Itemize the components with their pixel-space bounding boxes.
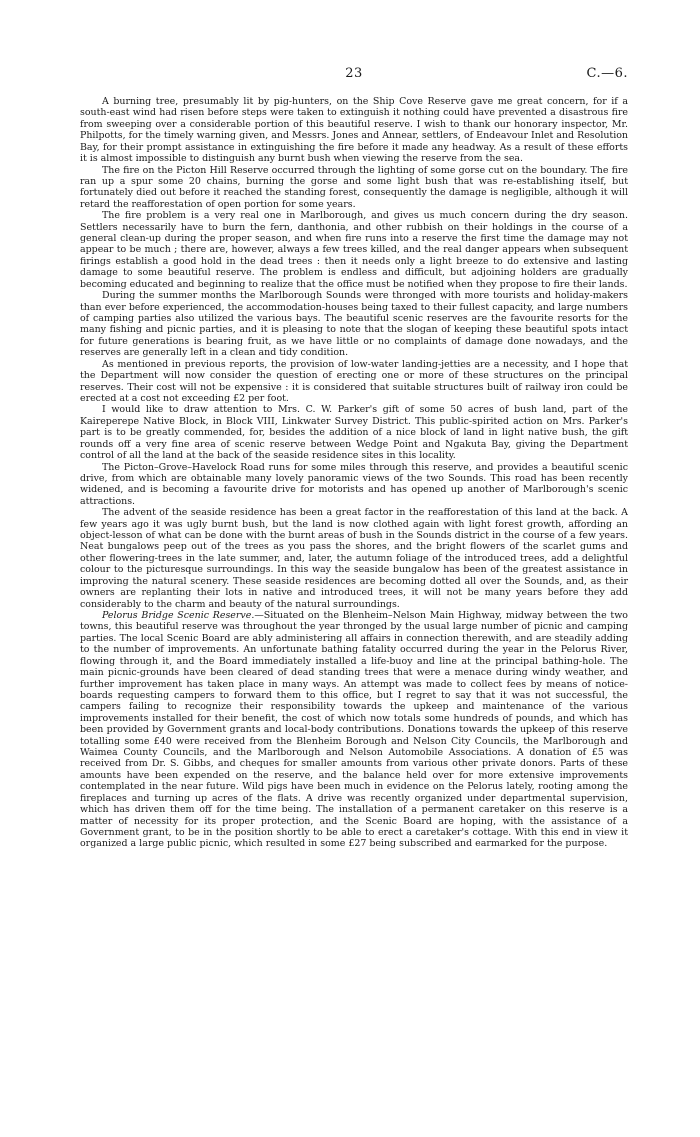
- paragraph-landing-jetties: As mentioned in previous reports, the provision of low-water landing-jetties are a necessity, and I hope that the Department will now consider the question of erecting one or more of these structures on the principal reserves. Their cost will not be expensive : it is considered that suitable structures built of railway iron could be erected at a cost not exceeding £2 per foot.: [80, 358, 628, 404]
- paragraph-picton-road: The Picton–Grove–Havelock Road runs for some miles through this reserve, and provides a beautiful scenic drive, from which are obtainable many lovely panoramic views of the two Sounds. This road has been recently widened, and is becoming a favourite drive for motorists and has opened up another of Marlborough's scenic attractions.: [80, 461, 628, 507]
- document-reference: C.—6.: [586, 66, 628, 81]
- page-header: [80, 66, 628, 84]
- paragraph-picton-hill-fire: The fire on the Picton Hill Reserve occurred through the lighting of some gorse cut on the boundary. The fire ran up a spur some 20 chains, burning the gorse and some light bush that was re-establishing itself, but fortunately died out before it reached the standing forest, consequently the damage is negligible, although it will retard the reafforestation of open portion for some years.: [80, 164, 628, 210]
- page-number: 23: [345, 66, 363, 81]
- paragraph-seaside-residence: The advent of the seaside residence has been a great factor in the reafforestation of this land at the back. A few years ago it was ugly burnt bush, but the land is now clothed again with light forest growth, affording an object-lesson of what can be done with the burnt areas of bush in the Sounds district in the course of a few years. Neat bungalows peep out of the trees as you pass the shores, and the bright flowers of the scarlet gums and other flowering-trees in the late summer, and, later, the autumn foliage of the introduced trees, add a delightful colour to the picturesque surroundings. In this way the seaside bungalow has been of the greatest assistance in improving the natural scenery. These seaside residences are becoming dotted all over the Sounds, and, as their owners are replanting their lots in native and introduced trees, it will not be many years before they add considerably to the charm and beauty of the natural surroundings.: [80, 507, 628, 610]
- paragraph-fire-problem: The fire problem is a very real one in Marlborough, and gives us much concern during the dry season. Settlers necessarily have to burn the fern, danthonia, and other rubbish on their holdings in the course of a general clean-up during the proper season, and when fire runs into a reserve the first time the damage may not appear to be much ; there are, however, always a few trees killed, and the real danger appears when subsequent firings establish a good hold in the dead trees : then it needs only a light breeze to do extensive and lasting damage to some beautiful reserve. The problem is endless and difficult, but adjoining holders are gradually becoming educated and beginning to realize that the office must be notified when they propose to fire their lands.: [80, 210, 628, 290]
- paragraph-pelorus-text: —Situated on the Blenheim–Nelson Main Highway, midway between the two towns, this beautiful reserve was throughout the year thronged by the usual large number of picnic and camping parties. The local Scenic Board are ably administering all affairs in connection therewith, and are steadily adding to the number of improvements. An unfortunate bathing fatality occurred during the year in the Pelorus River, flowing through it, and the Board immediately installed a life-buoy and line at the principal bathing-hole. The main picnic-grounds have been cleared of dead standing trees that were a menace during windy weather, and further improvement has taken place in many ways. An attempt was made to collect fees by means of notice-boards requesting campers to forward them to this office, but I regret to say that it was not successful, the campers failing to recognize their responsibility towards the upkeep and maintenance of the various improvements installed for their benefit, the cost of which now totals some hundreds of pounds, and which has been provided by Government grants and local-body contributions. Donations towards the upkeep of this reserve totalling some £40 were received from the Blenheim Borough and Nelson City Councils, the Marlborough and Waimea County Councils, and the Marlborough and Nelson Automobile Associations. A donation of £5 was received from Dr. S. Gibbs, and cheques for smaller amounts from various other private donors. Parts of these amounts have been expended on the reserve, and the balance held over for more extensive improvements contemplated in the near future. Wild pigs have been much in evidence on the Pelorus lately, rooting among the fireplaces and turning up acres of the flats. A drive was recently organized under departmental supervision, which has driven them off for the time being. The installation of a permanent caretaker on this reserve is a matter of necessity for its proper protection, and the Scenic Board are hoping, with the assistance of a Government grant, to be in the position shortly to be able to erect a caretaker's cottage. With this end in view it organized a large public picnic, which resulted in some £27 being subscribed and earmarked for the purpose.: [80, 609, 628, 850]
- paragraph-parker-gift: I would like to draw attention to Mrs. C. W. Parker's gift of some 50 acres of bush land, part of the Kaireperepe Native Block, in Block VIII, Linkwater Survey District. This public-spirited action on Mrs. Parker's part is to be greatly commended, for, besides the addition of a nice block of land in light native bush, the gift rounds off a very fine area of scenic reserve between Wedge Point and Ngakuta Bay, giving the Department control of all the land at the back of the seaside residence sites in this locality.: [80, 404, 628, 462]
- section-subheading: Pelorus Bridge Scenic Reserve.: [102, 609, 255, 621]
- paragraph-pelorus-bridge: [80, 610, 628, 850]
- paragraph-summer-visitors: During the summer months the Marlborough Sounds were thronged with more tourists and holiday-makers than ever before experienced, the accommodation-houses being taxed to their fullest capacity, and large numbers of camping parties also utilized the various bays. The beautiful scenic reserves are the favourite resorts for the many fishing and picnic parties, and it is pleasing to note that the slogan of keeping these beautiful spots intact for future generations is bearing fruit, as we have little or no complaints of damage done nowadays, and the reserves are generally left in a clean and tidy condition.: [80, 290, 628, 359]
- body-text: [80, 96, 628, 850]
- paragraph-ship-cove-fire: A burning tree, presumably lit by pig-hunters, on the Ship Cove Reserve gave me great concern, for if a south-east wind had risen before steps were taken to extinguish it nothing could have prevented a disastrous fire from sweeping over a considerable portion of this beautiful reserve. I wish to thank our honorary inspector, Mr. Philpotts, for the timely warning given, and Messrs. Jones and Annear, settlers, of Endeavour Inlet and Resolution Bay, for their prompt assistance in extinguishing the fire before it made any headway. As a result of these efforts it is almost impossible to distinguish any burnt bush when viewing the reserve from the sea.: [80, 96, 628, 165]
